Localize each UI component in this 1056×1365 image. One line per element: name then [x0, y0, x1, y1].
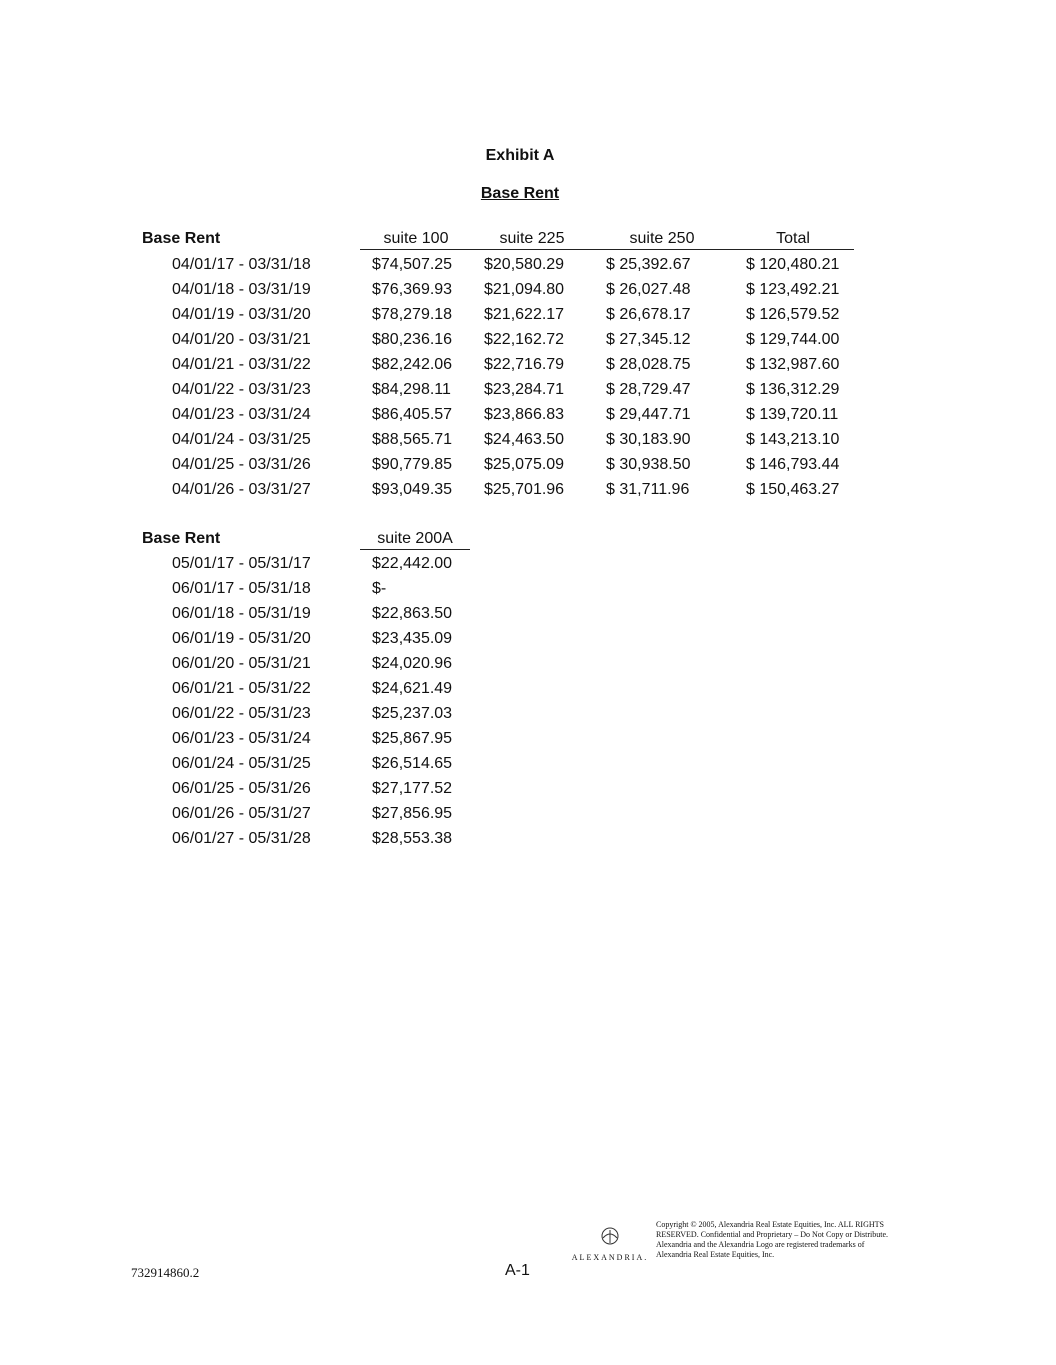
period-cell: 06/01/21 - 05/31/22 [172, 680, 311, 697]
amount-cell: $ 123,492.21 [746, 281, 840, 298]
period-cell: 04/01/25 - 03/31/26 [172, 456, 311, 473]
amount-cell: $ 30,183.90 [606, 431, 691, 448]
amount-cell: $25,701.96 [484, 481, 565, 498]
table-row [0, 456, 1056, 481]
base-rent-subtitle: Base Rent [480, 185, 560, 202]
period-cell: 06/01/17 - 05/31/18 [172, 580, 311, 597]
amount-cell: $ 139,720.11 [746, 406, 839, 423]
table-row [0, 381, 1056, 406]
amount-cell: $23,435.09 [372, 630, 453, 647]
amount-cell: $ 120,480.21 [746, 256, 840, 273]
period-cell: 06/01/19 - 05/31/20 [172, 630, 311, 647]
amount-cell: $ 29,447.71 [606, 406, 691, 423]
period-cell: 06/01/22 - 05/31/23 [172, 705, 311, 722]
amount-cell: $90,779.85 [372, 456, 453, 473]
amount-cell: $ 150,463.27 [746, 481, 840, 498]
amount-cell: $- [372, 580, 387, 597]
amount-cell: $23,866.83 [484, 406, 565, 423]
amount-cell: $ 143,213.10 [746, 431, 840, 448]
amount-cell: $25,237.03 [372, 705, 453, 722]
document-id: 732914860.2 [131, 1265, 200, 1280]
amount-cell: $20,580.29 [484, 256, 565, 273]
table-row [0, 805, 1056, 830]
amount-cell: $24,020.96 [372, 655, 453, 672]
table-row [0, 680, 1056, 705]
table-row [0, 281, 1056, 306]
period-cell: 04/01/26 - 03/31/27 [172, 481, 311, 498]
amount-cell: $22,442.00 [372, 555, 453, 572]
amount-cell: $ 146,793.44 [746, 456, 840, 473]
table-row [0, 655, 1056, 680]
amount-cell: $24,621.49 [372, 680, 453, 697]
period-cell: 04/01/23 - 03/31/24 [172, 406, 311, 423]
amount-cell: $82,242.06 [372, 356, 453, 373]
copyright-notice: Copyright © 2005, Alexandria Real Estate Equities, Inc. ALL RIGHTS RESERVED. Confidential and Proprietary – Do Not Copy or Distribute. Alexandria and the Alexandria Logo are registered trademarks of Alexandria Real Estate Equities, Inc. [656, 1220, 888, 1259]
amount-cell: $26,514.65 [372, 755, 453, 772]
period-cell: 06/01/23 - 05/31/24 [172, 730, 311, 747]
page-number: A-1 [505, 1262, 530, 1279]
amount-cell: $78,279.18 [372, 306, 453, 323]
amount-cell: $23,284.71 [484, 381, 565, 398]
table-row [0, 406, 1056, 431]
table-row [0, 306, 1056, 331]
period-cell: 06/01/25 - 05/31/26 [172, 780, 311, 797]
period-cell: 06/01/26 - 05/31/27 [172, 805, 311, 822]
table-row [0, 705, 1056, 730]
amount-cell: $ 132,987.60 [746, 356, 840, 373]
table-2-label: Base Rent [142, 530, 221, 547]
amount-cell: $ 136,312.29 [746, 381, 840, 398]
amount-cell: $27,856.95 [372, 805, 453, 822]
alexandria-logo [570, 1226, 650, 1262]
table-row [0, 256, 1056, 281]
amount-cell: $93,049.35 [372, 481, 453, 498]
column-header-suite-225: suite 225 [472, 230, 592, 250]
amount-cell: $ 28,028.75 [606, 356, 691, 373]
amount-cell: $25,075.09 [484, 456, 565, 473]
column-header-suite-200a: suite 200A [360, 530, 470, 550]
table-row [0, 630, 1056, 655]
period-cell: 04/01/20 - 03/31/21 [172, 331, 311, 348]
amount-cell: $ 31,711.96 [606, 481, 690, 498]
amount-cell: $22,716.79 [484, 356, 565, 373]
amount-cell: $21,622.17 [484, 306, 565, 323]
exhibit-title: Exhibit A [485, 147, 555, 164]
period-cell: 06/01/27 - 05/31/28 [172, 830, 311, 847]
table-row [0, 830, 1056, 855]
amount-cell: $ 27,345.12 [606, 331, 691, 348]
amount-cell: $ 30,938.50 [606, 456, 691, 473]
table-row [0, 481, 1056, 506]
period-cell: 06/01/18 - 05/31/19 [172, 605, 311, 622]
period-cell: 04/01/22 - 03/31/23 [172, 381, 311, 398]
amount-cell: $ 28,729.47 [606, 381, 691, 398]
amount-cell: $ 129,744.00 [746, 331, 840, 348]
period-cell: 04/01/19 - 03/31/20 [172, 306, 311, 323]
column-header-suite-250: suite 250 [592, 230, 732, 250]
period-cell: 04/01/18 - 03/31/19 [172, 281, 311, 298]
table-row [0, 780, 1056, 805]
amount-cell: $21,094.80 [484, 281, 565, 298]
amount-cell: $25,867.95 [372, 730, 453, 747]
column-header-suite-100: suite 100 [360, 230, 472, 250]
period-cell: 04/01/24 - 03/31/25 [172, 431, 311, 448]
table-row [0, 605, 1056, 630]
amount-cell: $76,369.93 [372, 281, 453, 298]
amount-cell: $28,553.38 [372, 830, 453, 847]
table-row [0, 730, 1056, 755]
table-row [0, 755, 1056, 780]
table-row [0, 431, 1056, 456]
period-cell: 06/01/20 - 05/31/21 [172, 655, 311, 672]
amount-cell: $74,507.25 [372, 256, 453, 273]
amount-cell: $22,863.50 [372, 605, 453, 622]
period-cell: 05/01/17 - 05/31/17 [172, 555, 311, 572]
table-row [0, 331, 1056, 356]
period-cell: 06/01/24 - 05/31/25 [172, 755, 311, 772]
amount-cell: $88,565.71 [372, 431, 453, 448]
amount-cell: $27,177.52 [372, 780, 453, 797]
amount-cell: $ 26,027.48 [606, 281, 691, 298]
alexandria-logo-icon [598, 1226, 622, 1246]
amount-cell: $84,298.11 [372, 381, 451, 398]
amount-cell: $ 25,392.67 [606, 256, 691, 273]
table-row [0, 555, 1056, 580]
amount-cell: $86,405.57 [372, 406, 453, 423]
amount-cell: $80,236.16 [372, 331, 453, 348]
amount-cell: $22,162.72 [484, 331, 565, 348]
table-row [0, 580, 1056, 605]
amount-cell: $ 126,579.52 [746, 306, 840, 323]
period-cell: 04/01/21 - 03/31/22 [172, 356, 311, 373]
table-row [0, 356, 1056, 381]
period-cell: 04/01/17 - 03/31/18 [172, 256, 311, 273]
table-1-label: Base Rent [142, 230, 221, 247]
column-header-total: Total [732, 230, 854, 250]
logo-text: ALEXANDRIA. [571, 1253, 649, 1262]
amount-cell: $24,463.50 [484, 431, 565, 448]
amount-cell: $ 26,678.17 [606, 306, 691, 323]
